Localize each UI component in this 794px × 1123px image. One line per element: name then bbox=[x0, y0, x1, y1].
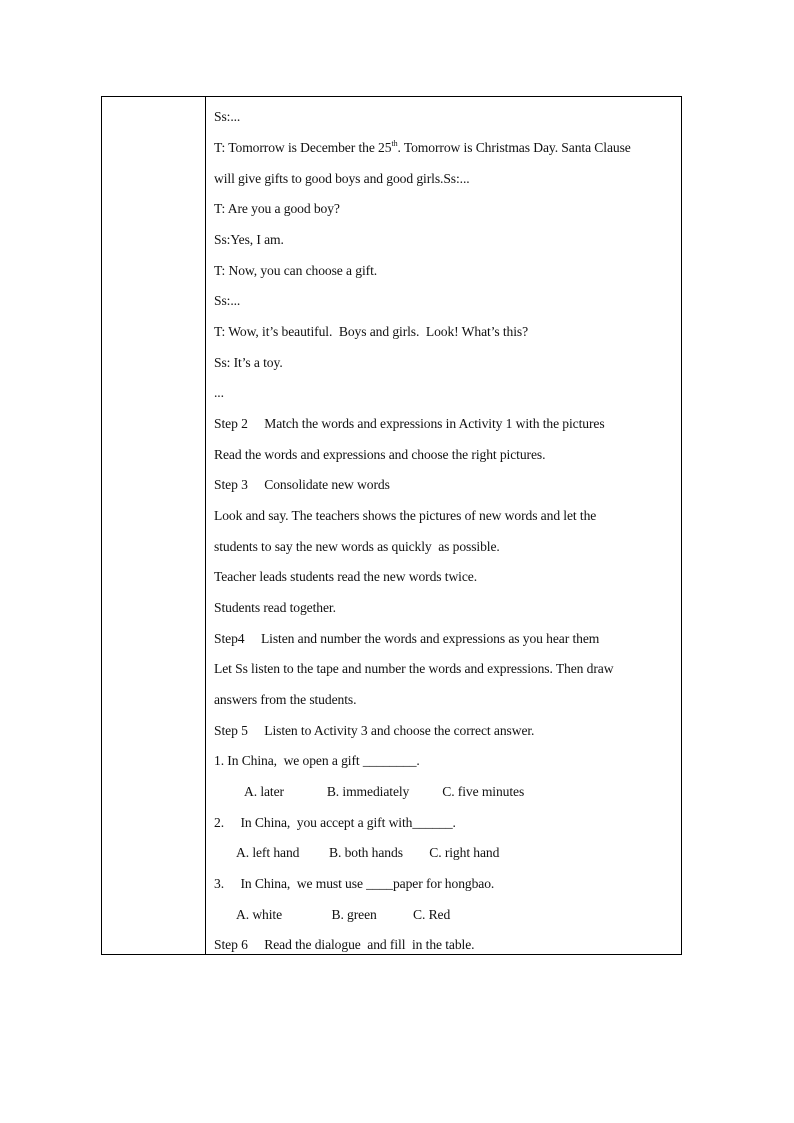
text-line: Read the words and expressions and choose the right pictures. bbox=[214, 447, 546, 462]
answer-options: A. later B. immediately C. five minutes bbox=[244, 784, 525, 799]
text-line: T: Wow, it’s beautiful. Boys and girls. Look! What’s this? bbox=[214, 324, 529, 339]
question: 3. In China, we must use ____paper for hongbao. bbox=[214, 876, 495, 891]
answer-options: A. white B. green C. Red bbox=[236, 907, 451, 922]
table-left-cell bbox=[102, 97, 206, 954]
text-line: Students read together. bbox=[214, 600, 336, 615]
text-line: Ss:... bbox=[214, 109, 241, 124]
text-line: T: Now, you can choose a gift. bbox=[214, 263, 378, 278]
text-line: students to say the new words as quickly as possible. bbox=[214, 539, 500, 554]
question: 2. In China, you accept a gift with______. bbox=[214, 815, 456, 830]
question: 1. In China, we open a gift ________. bbox=[214, 753, 420, 768]
text-line: Let Ss listen to the tape and number the words and expressions. Then draw bbox=[214, 661, 614, 676]
step-heading: Step 2 Match the words and expressions in Activity 1 with the pictures bbox=[214, 416, 605, 431]
text-line: Look and say. The teachers shows the pictures of new words and let the bbox=[214, 508, 597, 523]
text-line: Teacher leads students read the new words twice. bbox=[214, 569, 477, 584]
answer-options: A. left hand B. both hands C. right hand bbox=[236, 845, 500, 860]
text-line: T: Are you a good boy? bbox=[214, 201, 340, 216]
table-right-cell bbox=[206, 97, 681, 954]
step-heading: Step 6 Read the dialogue and fill in the table. bbox=[214, 937, 475, 952]
text-line: Ss:Yes, I am. bbox=[214, 232, 284, 247]
superscript-th: th bbox=[391, 139, 398, 148]
lesson-table bbox=[101, 96, 682, 955]
text-line: answers from the students. bbox=[214, 692, 357, 707]
step-heading: Step 5 Listen to Activity 3 and choose the correct answer. bbox=[214, 723, 535, 738]
text-line: Ss: It’s a toy. bbox=[214, 355, 283, 370]
text-line: T: Tomorrow is December the 25th. Tomorrow is Christmas Day. Santa Clause bbox=[214, 139, 631, 155]
text-line: ... bbox=[214, 385, 224, 400]
step-heading: Step 3 Consolidate new words bbox=[214, 477, 390, 492]
step-heading: Step4 Listen and number the words and expressions as you hear them bbox=[214, 631, 600, 646]
text-line: will give gifts to good boys and good girls.Ss:... bbox=[214, 171, 470, 186]
text-line: Ss:... bbox=[214, 293, 241, 308]
